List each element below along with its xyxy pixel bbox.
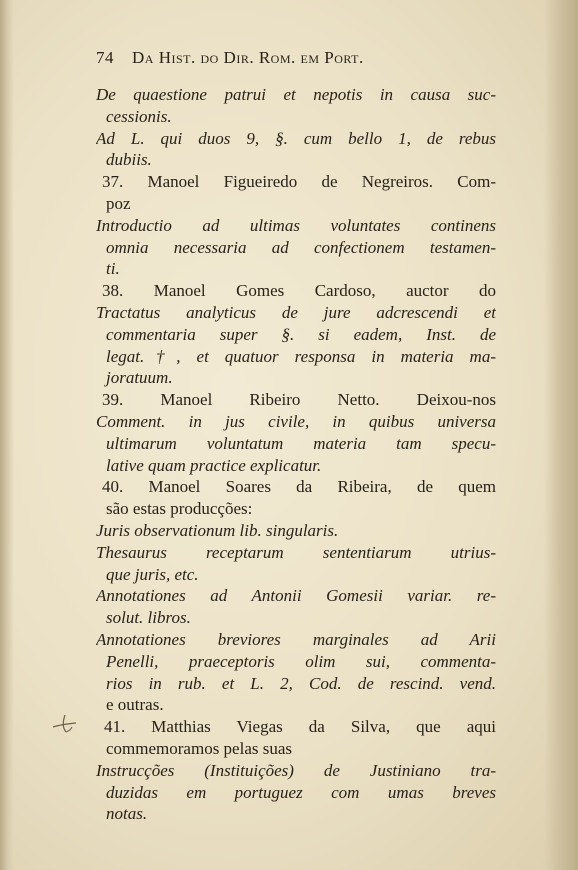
- text-line: Penelli, praeceptoris olim sui, commenta-: [106, 651, 496, 671]
- text-line: Thesaurus receptarum sententiarum utrius-: [96, 542, 496, 562]
- text-line: Introductio ad ultimas voluntates continens: [96, 215, 496, 235]
- text-line: commentaria super §. si eadem, Inst. de: [106, 324, 496, 344]
- text-line: De quaestione patrui et nepotis in causa suc-: [96, 85, 496, 104]
- text-line: rios in rub. et L. 2, Cod. de rescind. vend.: [106, 673, 496, 693]
- text-line: 38. Manoel Gomes Cardoso, auctor do: [102, 281, 496, 301]
- text-block: [96, 84, 496, 825]
- text-line: solut. libros.: [106, 608, 191, 628]
- text-line: Juris observationum lib. singularis.: [96, 520, 339, 540]
- running-header: [96, 48, 496, 74]
- text-line: 40. Manoel Soares da Ribeira, de quem: [102, 477, 496, 497]
- text-line: são estas producções:: [106, 499, 253, 519]
- text-line: cessionis.: [106, 106, 172, 126]
- text-line: commemoramos pelas suas: [106, 738, 293, 758]
- text-line: que juris, etc.: [106, 564, 199, 584]
- text-line: e outras.: [106, 695, 164, 715]
- text-line: lative quam practice explicatur.: [106, 455, 322, 475]
- text-line: Tractatus analyticus de jure adcrescendi et: [96, 302, 496, 322]
- text-line: ti.: [106, 259, 120, 279]
- running-title: Da Hist. do Dir. Rom. em Port.: [132, 48, 364, 67]
- text-line: duzidas em portuguez com umas breves: [106, 782, 496, 802]
- text-line: 39. Manoel Ribeiro Netto. Deixou-nos: [102, 390, 496, 410]
- text-line: 37. Manoel Figueiredo de Negreiros. Com-: [102, 172, 496, 192]
- text-line: joratuum.: [106, 368, 173, 388]
- text-line: 41. Matthias Viegas da Silva, que aqui: [104, 717, 496, 737]
- text-line: ultimarum voluntatum materia tam specu-: [106, 433, 496, 453]
- text-line: legat.†, et quatuor responsa in materia ma-: [106, 346, 496, 366]
- text-line: Annotationes breviores marginales ad Arii: [96, 629, 496, 649]
- text-line: Ad L. qui duos 9, §. cum bello 1, de rebus: [96, 128, 496, 148]
- page-edge: [544, 0, 578, 870]
- text-line: notas.: [106, 804, 148, 824]
- text-line: poz: [106, 193, 131, 213]
- handwritten-margin-mark-icon: [50, 712, 80, 734]
- text-line: Annotationes ad Antonii Gomesii variar. re-: [96, 586, 496, 606]
- text-line: Instrucções (Instituições) de Justiniano tra-: [96, 760, 496, 780]
- gutter-shadow: [0, 0, 14, 870]
- page-number: 74: [96, 48, 114, 67]
- text-line: dubiis.: [106, 150, 152, 170]
- text-line: Comment. in jus civile, in quibus universa: [96, 411, 496, 431]
- text-line: omnia necessaria ad confectionem testamen-: [106, 237, 496, 257]
